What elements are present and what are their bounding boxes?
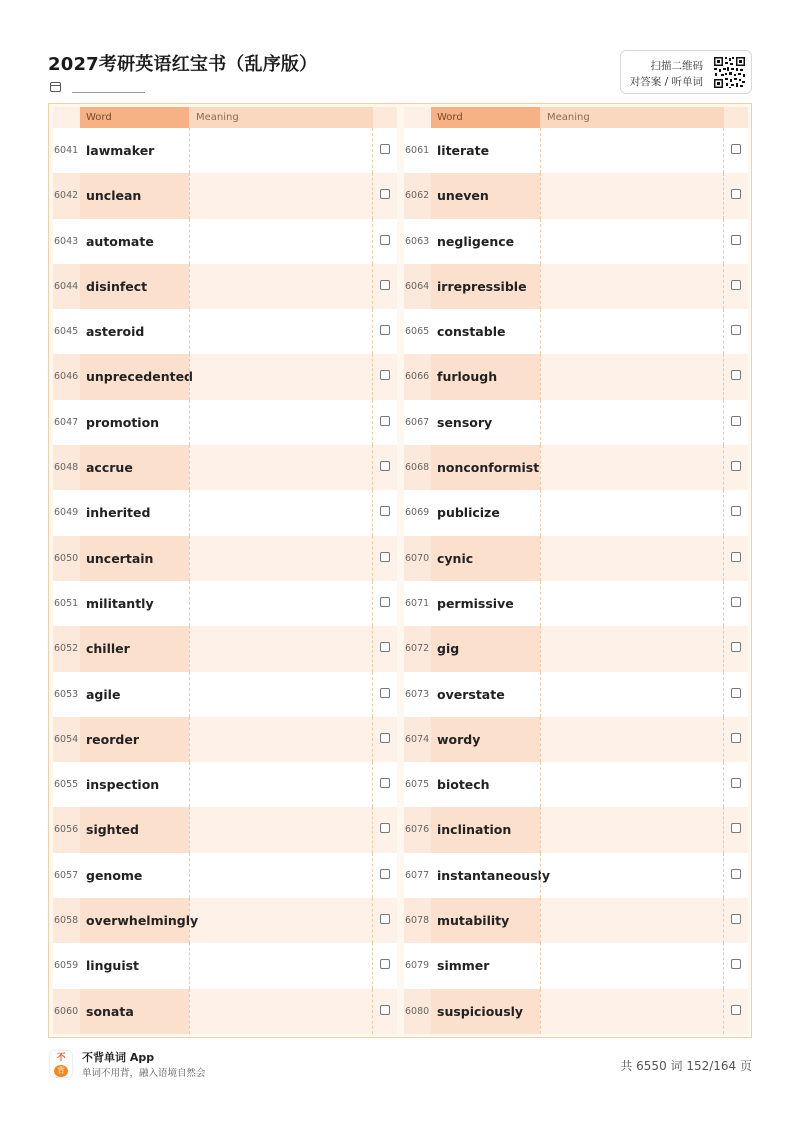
meaning-blank[interactable]	[540, 173, 724, 218]
word-number: 6057	[54, 869, 79, 881]
word-number: 6048	[53, 445, 80, 490]
table-row	[404, 626, 748, 671]
word-number: 6074	[404, 717, 431, 762]
word-text: irrepressible	[431, 264, 540, 309]
word-text: wordy	[431, 717, 540, 762]
word-number: 6041	[54, 145, 79, 156]
checkbox[interactable]	[380, 144, 390, 154]
table-row	[404, 354, 748, 399]
checkbox[interactable]	[380, 778, 390, 788]
word-number: 6047	[54, 416, 79, 428]
checkbox[interactable]	[731, 688, 741, 698]
word-number: 6071	[405, 597, 430, 609]
word-text: unprecedented	[80, 354, 189, 399]
date-field	[50, 80, 61, 94]
word-text: inspection	[86, 777, 160, 793]
meaning-blank[interactable]	[540, 717, 724, 762]
meaning-blank[interactable]	[189, 354, 373, 399]
check-cell	[724, 672, 748, 717]
check-cell	[724, 943, 748, 988]
word-number: 6062	[404, 173, 431, 218]
checkbox[interactable]	[380, 688, 390, 698]
table-row	[53, 173, 397, 218]
check-cell	[724, 400, 748, 445]
checkbox[interactable]	[380, 733, 390, 743]
word-number: 6064	[404, 264, 431, 309]
meaning-blank[interactable]	[189, 128, 373, 173]
word-number: 6063	[405, 235, 430, 247]
word-text: instantaneously	[437, 867, 551, 883]
table-row	[404, 445, 748, 490]
qr-code-icon[interactable]	[713, 56, 746, 89]
word-text: cynic	[431, 536, 540, 581]
check-cell	[724, 626, 748, 671]
checkbox[interactable]	[731, 778, 741, 788]
word-number: 6069	[405, 507, 430, 519]
table-row	[404, 581, 748, 626]
word-number: 6043	[54, 235, 79, 247]
table-row	[404, 490, 748, 535]
checkbox[interactable]	[380, 959, 390, 969]
table-row	[53, 626, 397, 671]
word-text: sighted	[80, 807, 189, 852]
meaning-blank[interactable]	[540, 943, 724, 988]
check-cell	[373, 173, 397, 218]
word-text: promotion	[86, 414, 160, 430]
checkbox[interactable]	[731, 597, 741, 607]
table-header	[404, 107, 748, 128]
table-row	[53, 581, 397, 626]
word-text: gig	[431, 626, 540, 671]
table-row	[404, 762, 748, 807]
table-row	[404, 309, 748, 354]
word-text: nonconformist	[431, 445, 540, 490]
check-cell	[373, 309, 397, 354]
check-cell	[724, 536, 748, 581]
meaning-blank[interactable]	[540, 219, 724, 264]
checkbox[interactable]	[731, 370, 741, 380]
header-check-cell	[373, 107, 397, 128]
check-cell	[373, 807, 397, 852]
header-number-cell	[53, 107, 80, 128]
word-text: automate	[86, 233, 154, 249]
check-cell	[724, 853, 748, 898]
check-cell	[724, 989, 748, 1034]
word-text: accrue	[80, 445, 189, 490]
word-text: publicize	[437, 505, 500, 521]
word-number: 6052	[53, 626, 80, 671]
table-row	[53, 264, 397, 309]
checkbox[interactable]	[731, 914, 741, 924]
word-number: 6078	[404, 898, 431, 943]
rows-right	[404, 128, 748, 1034]
word-number: 6070	[404, 536, 431, 581]
app-tagline: 单词不用背，融入语境自然会	[82, 1068, 206, 1079]
meaning-blank[interactable]	[540, 626, 724, 671]
word-text: unclean	[80, 173, 189, 218]
table-row	[404, 853, 748, 898]
word-text: sensory	[437, 414, 493, 430]
meaning-blank[interactable]	[189, 581, 373, 626]
table-row	[53, 853, 397, 898]
check-cell	[373, 898, 397, 943]
checkbox[interactable]	[731, 461, 741, 471]
meaning-blank[interactable]	[540, 762, 724, 807]
checkbox[interactable]	[380, 823, 390, 833]
table-row	[404, 173, 748, 218]
word-number: 6058	[53, 898, 80, 943]
meaning-blank[interactable]	[540, 672, 724, 717]
check-cell	[373, 989, 397, 1034]
word-number: 6065	[405, 326, 430, 338]
word-text: lawmaker	[86, 143, 155, 158]
check-cell	[724, 762, 748, 807]
word-number: 6061	[405, 145, 430, 156]
word-text: reorder	[80, 717, 189, 762]
check-cell	[724, 128, 748, 173]
header-check-cell	[724, 107, 748, 128]
check-cell	[373, 581, 397, 626]
word-number: 6077	[405, 869, 430, 881]
check-cell	[373, 717, 397, 762]
checkbox[interactable]	[731, 416, 741, 426]
qr-caption	[630, 58, 703, 90]
word-number: 6042	[53, 173, 80, 218]
page-info: 共 6550 词 152/164 页	[620, 1059, 752, 1073]
table-row	[53, 219, 397, 264]
checkbox[interactable]	[380, 416, 390, 426]
check-cell	[373, 264, 397, 309]
meaning-blank[interactable]	[540, 128, 724, 173]
word-number: 6068	[404, 445, 431, 490]
checkbox[interactable]	[731, 506, 741, 516]
word-text: genome	[86, 867, 143, 883]
checkbox[interactable]	[731, 280, 741, 290]
logo-bottom-char: 背	[54, 1065, 68, 1077]
meaning-blank[interactable]	[540, 354, 724, 399]
checkbox[interactable]	[380, 552, 390, 562]
word-table-right	[404, 107, 748, 1034]
check-cell	[724, 445, 748, 490]
table-row	[404, 807, 748, 852]
word-number: 6060	[53, 989, 80, 1034]
checkbox[interactable]	[731, 1005, 741, 1015]
meaning-blank[interactable]	[189, 626, 373, 671]
check-cell	[724, 354, 748, 399]
table-row	[53, 762, 397, 807]
app-logo	[49, 1050, 73, 1078]
meaning-blank[interactable]	[540, 264, 724, 309]
word-text: disinfect	[80, 264, 189, 309]
table-row	[53, 490, 397, 535]
table-row	[53, 898, 397, 943]
word-number: 6050	[53, 536, 80, 581]
table-row	[404, 400, 748, 445]
word-text: negligence	[437, 233, 515, 249]
checkbox[interactable]	[731, 642, 741, 652]
meaning-blank[interactable]	[540, 400, 724, 445]
word-text: literate	[437, 143, 490, 158]
check-cell	[373, 672, 397, 717]
meaning-blank[interactable]	[540, 853, 724, 898]
word-text: agile	[86, 686, 121, 702]
word-text: overstate	[437, 686, 505, 702]
checkbox[interactable]	[380, 506, 390, 516]
word-text: constable	[437, 324, 506, 340]
word-number: 6046	[53, 354, 80, 399]
calendar-icon	[50, 82, 61, 92]
word-number: 6045	[54, 326, 79, 338]
table-row	[404, 717, 748, 762]
word-text: asteroid	[86, 324, 145, 340]
table-row	[53, 445, 397, 490]
meaning-blank[interactable]	[540, 807, 724, 852]
table-row	[404, 219, 748, 264]
header-meaning: Meaning	[189, 107, 373, 128]
app-name: 不背单词 App	[82, 1051, 155, 1064]
page-title: 2027考研英语红宝书（乱序版）	[48, 54, 318, 75]
meaning-blank[interactable]	[189, 853, 373, 898]
word-text: mutability	[431, 898, 540, 943]
word-text: chiller	[80, 626, 189, 671]
checkbox[interactable]	[731, 869, 741, 879]
header-word: Word	[431, 107, 540, 128]
meaning-blank[interactable]	[540, 309, 724, 354]
table-row	[404, 672, 748, 717]
checkbox[interactable]	[731, 823, 741, 833]
table-header	[53, 107, 397, 128]
meaning-blank[interactable]	[189, 400, 373, 445]
meaning-blank[interactable]	[540, 989, 724, 1034]
checkbox[interactable]	[380, 235, 390, 245]
date-blank-line	[72, 92, 145, 93]
word-text: simmer	[437, 958, 490, 974]
table-row	[53, 536, 397, 581]
word-text: linguist	[86, 958, 140, 974]
meaning-blank[interactable]	[189, 807, 373, 852]
checkbox[interactable]	[731, 189, 741, 199]
word-number: 6051	[54, 597, 79, 609]
table-row	[404, 536, 748, 581]
word-number: 6067	[405, 416, 430, 428]
checkbox[interactable]	[380, 914, 390, 924]
table-row	[53, 989, 397, 1034]
meaning-blank[interactable]	[189, 536, 373, 581]
table-row	[404, 989, 748, 1034]
rows-left	[53, 128, 397, 1034]
check-cell	[373, 626, 397, 671]
check-cell	[373, 445, 397, 490]
check-cell	[724, 309, 748, 354]
checkbox[interactable]	[731, 325, 741, 335]
meaning-blank[interactable]	[189, 672, 373, 717]
word-text: uneven	[431, 173, 540, 218]
word-text: militantly	[86, 595, 154, 611]
word-text: furlough	[431, 354, 540, 399]
word-number: 6055	[54, 779, 79, 791]
table-row	[53, 354, 397, 399]
meaning-blank[interactable]	[189, 264, 373, 309]
word-number: 6054	[53, 717, 80, 762]
check-cell	[373, 853, 397, 898]
checkbox[interactable]	[731, 959, 741, 969]
meaning-blank[interactable]	[540, 445, 724, 490]
checkbox[interactable]	[731, 235, 741, 245]
checkbox[interactable]	[731, 733, 741, 743]
meaning-blank[interactable]	[189, 445, 373, 490]
table-row	[53, 128, 397, 173]
check-cell	[373, 400, 397, 445]
logo-top-char: 不	[56, 1053, 66, 1063]
meaning-blank[interactable]	[540, 898, 724, 943]
word-number: 6059	[54, 960, 79, 972]
check-cell	[373, 128, 397, 173]
checkbox[interactable]	[380, 869, 390, 879]
check-cell	[724, 490, 748, 535]
check-cell	[373, 490, 397, 535]
check-cell	[724, 219, 748, 264]
word-text: sonata	[80, 989, 189, 1034]
checkbox[interactable]	[380, 642, 390, 652]
checkbox[interactable]	[380, 461, 390, 471]
header-word: Word	[80, 107, 189, 128]
word-number: 6072	[404, 626, 431, 671]
table-row	[53, 943, 397, 988]
checkbox[interactable]	[380, 597, 390, 607]
check-cell	[724, 173, 748, 218]
meaning-blank[interactable]	[189, 717, 373, 762]
check-cell	[724, 581, 748, 626]
word-number: 6044	[53, 264, 80, 309]
check-cell	[373, 943, 397, 988]
check-cell	[724, 264, 748, 309]
table-row	[404, 264, 748, 309]
table-row	[53, 717, 397, 762]
meaning-blank[interactable]	[189, 219, 373, 264]
check-cell	[373, 354, 397, 399]
table-row	[404, 898, 748, 943]
word-number: 6080	[404, 989, 431, 1034]
word-number: 6073	[405, 688, 430, 700]
checkbox[interactable]	[380, 189, 390, 199]
qr-caption-line2: 对答案 / 听单词	[629, 76, 703, 88]
table-row	[53, 400, 397, 445]
check-cell	[373, 219, 397, 264]
meaning-blank[interactable]	[189, 898, 373, 943]
checkbox[interactable]	[380, 1005, 390, 1015]
meaning-blank[interactable]	[540, 536, 724, 581]
word-number: 6053	[54, 688, 79, 700]
meaning-blank[interactable]	[189, 989, 373, 1034]
qr-panel[interactable]	[620, 50, 752, 94]
table-row	[404, 128, 748, 173]
word-number: 6075	[405, 779, 430, 791]
table-row	[404, 943, 748, 988]
checkbox[interactable]	[731, 552, 741, 562]
checkbox[interactable]	[380, 280, 390, 290]
word-number: 6076	[404, 807, 431, 852]
table-row	[53, 807, 397, 852]
word-number: 6066	[404, 354, 431, 399]
check-cell	[724, 898, 748, 943]
table-row	[53, 309, 397, 354]
word-text: suspiciously	[431, 989, 540, 1034]
word-text: biotech	[437, 777, 490, 793]
word-text: inherited	[86, 505, 151, 521]
header-number-cell	[404, 107, 431, 128]
check-cell	[373, 536, 397, 581]
table-row	[53, 672, 397, 717]
checkbox[interactable]	[731, 144, 741, 154]
word-table-left	[53, 107, 397, 1034]
meaning-blank[interactable]	[189, 173, 373, 218]
meaning-blank[interactable]	[540, 490, 724, 535]
checkbox[interactable]	[380, 325, 390, 335]
qr-caption-line1: 扫描二维码	[650, 60, 703, 72]
word-number: 6056	[53, 807, 80, 852]
header-meaning: Meaning	[540, 107, 724, 128]
word-number: 6079	[405, 960, 430, 972]
word-text: uncertain	[80, 536, 189, 581]
word-text: overwhelmingly	[80, 898, 189, 943]
meaning-blank[interactable]	[189, 490, 373, 535]
meaning-blank[interactable]	[540, 581, 724, 626]
meaning-blank[interactable]	[189, 762, 373, 807]
word-text: inclination	[431, 807, 540, 852]
check-cell	[724, 807, 748, 852]
check-cell	[724, 717, 748, 762]
word-number: 6049	[54, 507, 79, 519]
meaning-blank[interactable]	[189, 309, 373, 354]
meaning-blank[interactable]	[189, 943, 373, 988]
check-cell	[373, 762, 397, 807]
word-text: permissive	[437, 595, 514, 611]
checkbox[interactable]	[380, 370, 390, 380]
